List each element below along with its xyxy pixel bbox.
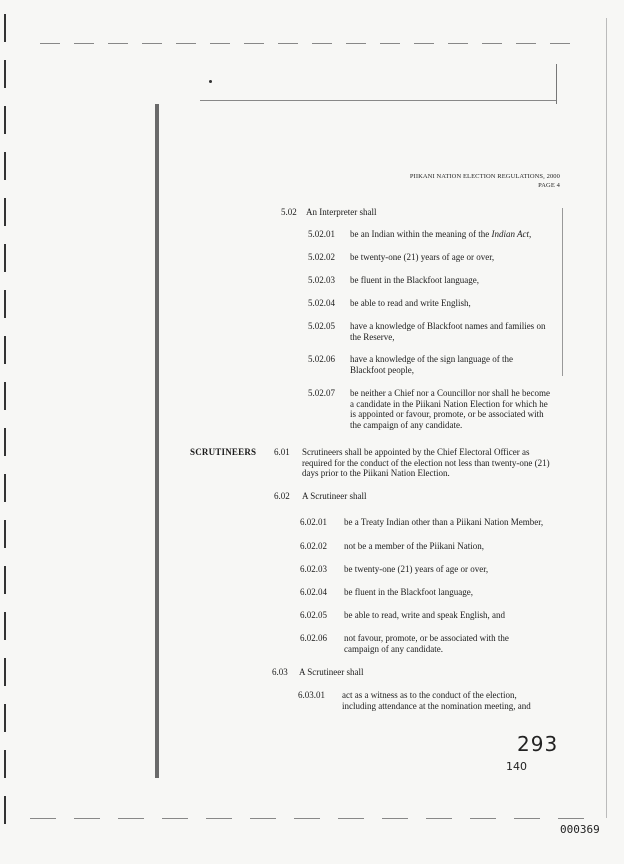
section-text: A Scrutineer shall — [302, 491, 367, 501]
side-heading-scrutineers: SCRUTINEERS — [190, 447, 257, 457]
item-number: 6.02.02 — [300, 541, 327, 551]
item-text: have a knowledge of the sign language of the Blackfoot people, — [350, 354, 513, 375]
header-page: PAGE 4 — [538, 182, 560, 189]
item-number: 5.02.05 — [308, 321, 335, 331]
item-text: act as a witness as to the conduct of the election, including attendance at the nomination meeting, and — [342, 690, 531, 711]
item-text: not be a member of the Piikani Nation, — [344, 541, 484, 551]
item-text: be twenty-one (21) years of age or over, — [350, 252, 495, 262]
item-text: have a knowledge of Blackfoot names and families on the Reserve, — [350, 321, 546, 342]
item-text: be able to read and write English, — [350, 298, 471, 308]
item-text: not favour, promote, or be associated with the campaign of any candidate. — [344, 633, 509, 654]
handwritten-page-number: 293 — [517, 732, 559, 756]
item-text: be able to read, write and speak English, and — [344, 610, 505, 620]
item-number: 5.02.03 — [308, 275, 335, 285]
item-number: 5.02.01 — [308, 229, 335, 239]
right-margin-rule-lower — [562, 208, 563, 376]
section-number: 6.01 — [274, 447, 290, 457]
item-text-end: , — [529, 229, 532, 239]
far-right-edge — [606, 18, 607, 818]
item-number: 6.02.04 — [300, 587, 327, 597]
left-bracket-marks — [4, 14, 6, 834]
right-margin-rule — [556, 64, 557, 104]
item-text-part: be an Indian within the meaning of the — [350, 229, 492, 239]
item-number: 5.02.07 — [308, 388, 335, 398]
document-stamp-number: 000369 — [560, 823, 600, 836]
item-number: 6.02.05 — [300, 610, 327, 620]
item-number: 5.02.06 — [308, 354, 335, 364]
section-number: 6.02 — [274, 491, 290, 501]
section-number: 5.02 — [281, 207, 297, 217]
item-number: 6.02.01 — [300, 517, 327, 527]
handwritten-sub-number: 140 — [506, 760, 527, 773]
item-text: be fluent in the Blackfoot language, — [350, 275, 479, 285]
section-text: Scrutineers shall be appointed by the Chief Electoral Officer as required for the conduct of the election not less than twenty-one (21) days prior to the Piikani Nation Election. — [302, 447, 550, 478]
document-header — [410, 172, 560, 190]
item-number: 6.02.06 — [300, 633, 327, 643]
section-text: An Interpreter shall — [306, 207, 377, 217]
top-right-rule — [200, 100, 556, 101]
item-text: be fluent in the Blackfoot language, — [344, 587, 473, 597]
item-number: 5.02.04 — [308, 298, 335, 308]
item-text: be a Treaty Indian other than a Piikani Nation Member, — [344, 517, 544, 527]
item-text: be twenty-one (21) years of age or over, — [344, 564, 489, 574]
item-number: 5.02.02 — [308, 252, 335, 262]
item-number: 6.03.01 — [298, 690, 325, 700]
section-text: A Scrutineer shall — [299, 667, 364, 677]
bottom-dashed-rule — [30, 818, 590, 819]
item-text: be neither a Chief nor a Councillor nor shall he become a candidate in the Piikani Nation Election for which he is appointed or favour, promote, or be associated with the campaign of any candidate. — [350, 388, 550, 430]
section-number: 6.03 — [272, 667, 288, 677]
left-binding-bar — [155, 104, 159, 778]
item-text-italic: Indian Act — [491, 229, 530, 239]
header-title: PIIKANI NATION ELECTION REGULATIONS, 2000 — [409, 173, 560, 180]
item-number: 6.02.03 — [300, 564, 327, 574]
top-dashed-rule — [40, 43, 580, 44]
item-text — [350, 229, 560, 240]
dot-mark — [209, 80, 212, 83]
